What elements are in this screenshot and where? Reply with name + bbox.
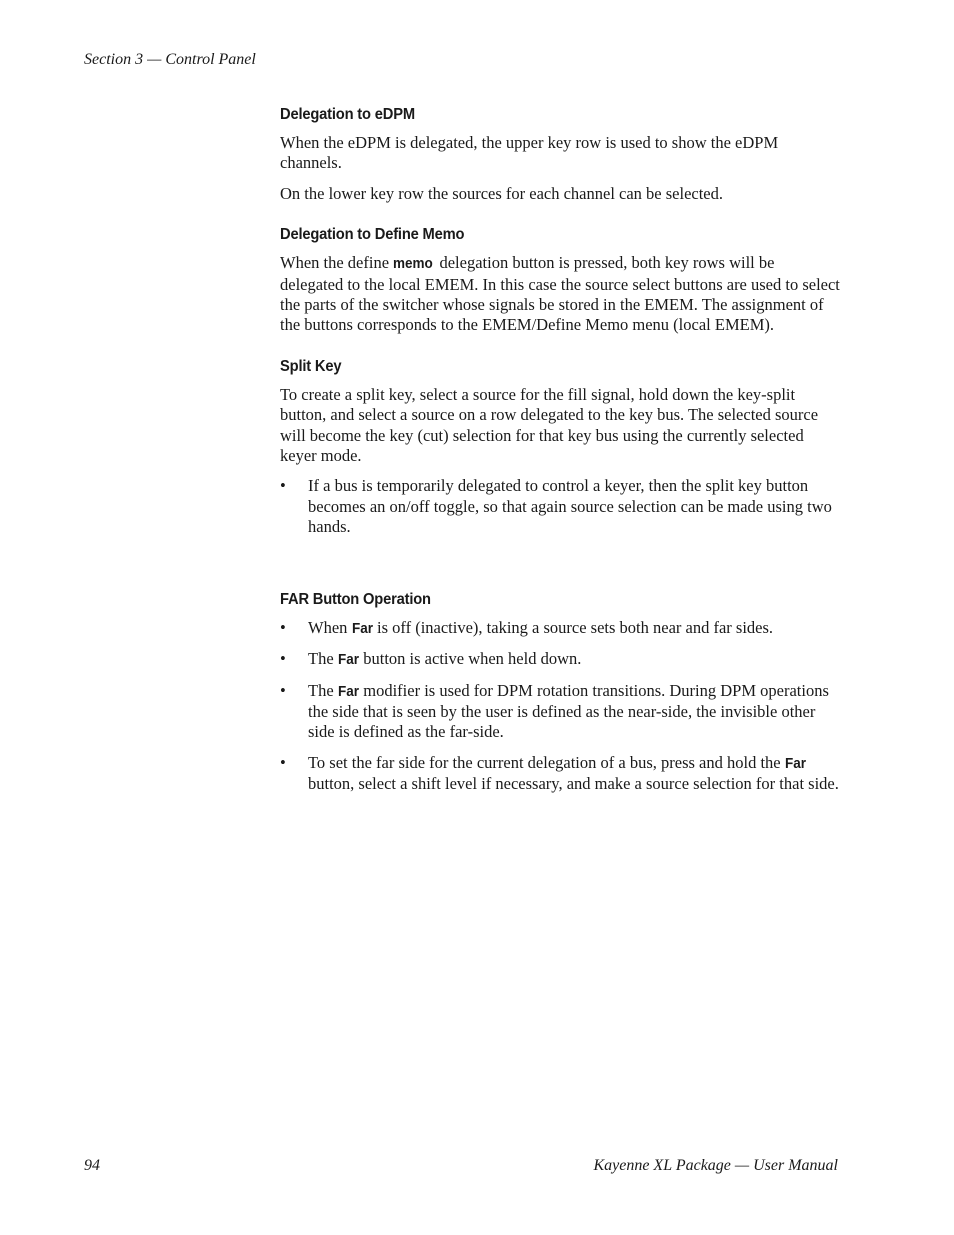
section-heading: Delegation to Define Memo <box>280 226 465 244</box>
paragraph <box>280 253 840 336</box>
bullet-list <box>280 476 840 537</box>
text-span: button is active when held down. <box>359 649 582 669</box>
bullet-icon: • <box>280 476 286 496</box>
section-define-memo <box>280 226 840 336</box>
section-heading: Split Key <box>280 357 342 375</box>
button-keyword: Far <box>337 682 359 700</box>
list-item <box>280 618 840 639</box>
list-item <box>280 753 840 795</box>
bullet-icon: • <box>280 752 286 772</box>
page-number: 94 <box>84 1157 100 1174</box>
section-heading: FAR Button Operation <box>280 590 431 608</box>
bullet-list <box>280 618 840 795</box>
section-split-key <box>280 358 840 538</box>
list-item <box>280 681 840 743</box>
text-span: When <box>308 617 352 637</box>
main-content <box>280 106 840 817</box>
text-span: The <box>308 649 338 669</box>
text-span: modifier is used for DPM rotation transitions. During DPM operations the side that is seen by the user is defined as the near-side, the invisible other side is defined as the far-side. <box>308 680 829 742</box>
list-item <box>280 476 840 537</box>
button-keyword: Far <box>351 619 373 637</box>
paragraph: When the eDPM is delegated, the upper key row is used to show the eDPM channels. <box>280 133 779 173</box>
running-footer-title: Kayenne XL Package — User Manual <box>593 1157 838 1174</box>
text-span: To set the far side for the current delegation of a bus, press and hold the <box>308 752 785 772</box>
paragraph: On the lower key row the sources for each channel can be selected. <box>280 183 724 203</box>
button-keyword: memo <box>393 255 433 273</box>
running-header: Section 3 — Control Panel <box>84 51 256 68</box>
bullet-icon: • <box>280 680 286 700</box>
text-span: delegation button is pressed, both key rows will be delegated to the local EMEM. In this case the source select buttons are used to select the parts of the switcher whose signals be stored in the EMEM. The assignment of the buttons corresponds to the EMEM/Define Memo menu (local EMEM). <box>280 253 840 335</box>
text-span: button, select a shift level if necessary, and make a source selection for that side. <box>308 774 839 794</box>
text-span: When the define <box>280 253 394 273</box>
section-edpm <box>280 106 840 204</box>
text-span: The <box>308 680 338 700</box>
section-heading: Delegation to eDPM <box>280 106 415 123</box>
list-item <box>280 649 840 670</box>
bullet-icon: • <box>280 649 286 669</box>
bullet-icon: • <box>280 617 286 637</box>
section-far-button <box>280 591 840 795</box>
text-span: is off (inactive), taking a source sets both near and far sides. <box>372 617 774 637</box>
button-keyword: Far <box>784 754 806 772</box>
paragraph: To create a split key, select a source for the fill signal, hold down the key-split button, and select a source on a row delegated to the key bus. The selected source will become the key (cut) selection for that key bus using the currently selected keyer mode. <box>280 384 819 466</box>
list-item-text: If a bus is temporarily delegated to control a keyer, then the split key button becomes an on/off toggle, so that again source selection can be made using two hands. <box>308 476 832 537</box>
button-keyword: Far <box>337 651 359 669</box>
